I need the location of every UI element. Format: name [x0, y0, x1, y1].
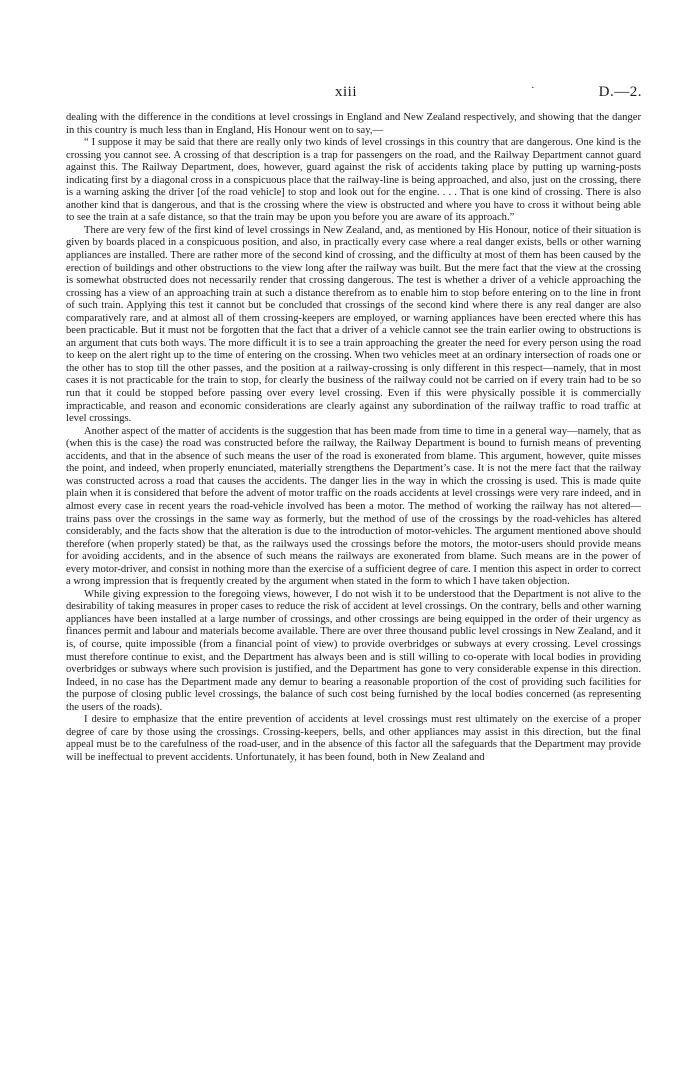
page-number: xiii — [335, 84, 358, 100]
header-dot: · — [531, 82, 535, 94]
body-text — [66, 112, 641, 764]
paragraph-quote: “ I suppose it may be said that there are really only two kinds of level crossings in this country that are dangerous. One kind is the crossing you cannot see. A crossing of that description is a trap for passengers on the road, and the Railway Department cannot guard against this. The Railway Department, does, however, guard against the risk of accidents taking place by putting up warning-posts indicating first by a diagonal cross in a conspicuous place that the railway-line is being approached, and also, just on the crossing, there is a warning asking the driver [of the road vehicle] to stop and look out for the engine. . . . That is one kind of crossing. There is also another kind that is dangerous, and that is the crossing where the view is obstructed and where you have to cross it without being able to see the train at a safe distance, so that the train may be upon you before you are aware of its approach.” — [66, 137, 641, 224]
page-header — [0, 84, 700, 104]
paragraph-continuation: dealing with the difference in the conditions at level crossings in England and New Zealand respectively, and showing that the danger in this country is much less than in England, His Honour went on to say,— — [66, 112, 641, 136]
paragraph: I desire to emphasize that the entire prevention of accidents at level crossings must rest ultimately on the exercise of a proper degree of care by those using the crossings. Crossing-keepers, bells, and other appliances may assist in this direction, but the final appeal must be to the carefulness of the road-user, and in the absence of this factor all the safeguards that the Department may provide will be ineffectual to prevent accidents. Unfortunately, it has been found, both in New Zealand and — [66, 714, 641, 763]
paragraph: While giving expression to the foregoing views, however, I do not wish it to be understood that the Department is not alive to the desirability of taking measures in proper cases to reduce the risk of accident at level crossings. On the contrary, bells and other warning appliances have been installed at a large number of crossings, and other crossings are being equipped in the order of their urgency as finances permit and labour and materials become available. There are over three thousand public level crossings in New Zealand, and it is, of course, quite impossible (from a financial point of view) to provide overbridges or subways at every crossing. Level crossings must therefore continue to exist, and the Department has always been and is still willing to co-operate with local bodies in providing overbridges or subways where such provision is justified, and the Department has gone to very considerable expense in this direction. Indeed, in no case has the Department made any demur to bearing a reasonable proportion of the cost of providing such facilities for the purpose of closing public level crossings, the balance of such cost being furnished by the local bodies concerned (as representing the users of the roads). — [66, 588, 641, 713]
series-number: D.—2. — [598, 84, 642, 100]
paragraph: Another aspect of the matter of accidents is the suggestion that has been made from time to time in a general way—namely, that as (when this is the case) the road was constructed before the railway, the Railway Department is bound to furnish means of preventing accidents, and that in the absence of such means the user of the road is exonerated from blame. This argument, however, quite misses the point, and indeed, when properly enunciated, materially strengthens the Department’s case. It is not the mere fact that the railway was constructed across a road that causes the accidents. The danger lies in the way in which the crossing is used. This is made quite plain when it is considered that before the advent of motor traffic on the roads accidents at level crossings were very rare indeed, and in almost every case in recent years the road-vehicle involved has been a motor. The method of working the railway has not altered—trains pass over the crossings in the same way as formerly, but the method of use of the crossings by the road-vehicles has altered considerably, and the facts show that the alteration is due to the introduction of motor-vehicles. The argument mentioned above should therefore (when properly stated) be that, as the railways used the crossings before the motors, the motor-users should provide means for avoiding accidents, and in the absence of such means the railways are exonerated from blame. Such means are in the power of every motor-driver, and consist in nothing more than the exercise of a sufficient degree of care. I mention this aspect in order to correct a wrong impression that is frequently created by the argument when stated in the form to which I have taken objection. — [66, 425, 641, 588]
paragraph: There are very few of the first kind of level crossings in New Zealand, and, as mentioned by His Honour, notice of their situation is given by boards placed in a conspicuous position, and also, in practically every case where a real danger exists, bells or other warning appliances are installed. There are rather more of the second kind of crossing, and the difficulty at most of them has been caused by the erection of buildings and other obstructions to the view long after the railway was built. But the mere fact that the view at the crossing is somewhat obstructed does not necessarily render that crossing dangerous. The test is whether a driver of a vehicle approaching the crossing has a view of an approaching train at such a distance therefrom as to enable him to stop before entering on to the line in front of such train. Applying this test it cannot but be concluded that crossings of the second kind where there is any real danger are also comparatively rare, and at almost all of them crossing-keepers are employed, or warning appliances have been erected where this has been practicable. But it must not be forgotten that the fact that a driver of a vehicle cannot see the train earlier owing to obstructions is an argument that cuts both ways. The more difficult it is to see a train approaching the greater the need for every person using the road to keep on the alert right up to the time of entering on the crossing. When two vehicles meet at an ordinary intersection of roads one or the other has to stop till the other passes, and the position at a railway-crossing is only different in this respect—namely, that in most cases it is not practicable for the train to stop, for clearly the business of the railway could not be carried on if every train had to be so run that it could be stopped before passing over every level crossing. Even if this were physically possible it is commercially impracticable, and reason and economic considerations are clearly against any subordination of the railway traffic to road traffic at level crossings. — [66, 224, 641, 425]
